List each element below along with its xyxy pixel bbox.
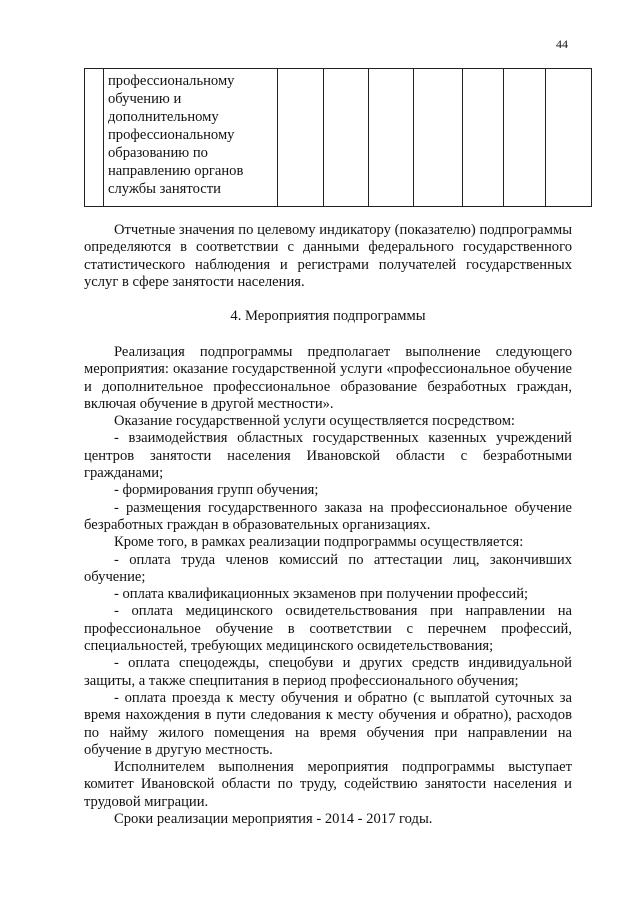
paragraph: Исполнителем выполнения мероприятия подпрограммы выступает комитет Ивановской области по труду, содействию занятости населения и трудовой миграции. (84, 759, 572, 810)
cell-line: профессиональному (108, 127, 235, 143)
table-cell (369, 69, 414, 207)
list-item: - формирования групп обучения; (114, 482, 319, 499)
continued-table (84, 68, 592, 207)
paragraph: Оказание государственной услуги осуществляется посредством: (114, 413, 515, 430)
intro-paragraph: Отчетные значения по целевому индикатору (показателю) подпрограммы определяются в соответствии с данными федерального государственного статистического наблюдения и регистрами получателей государственных услуг в сфере занятости населения. (84, 222, 572, 290)
paragraph: Сроки реализации мероприятия - 2014 - 2017 годы. (114, 811, 433, 828)
table-cell-description (104, 69, 278, 207)
table-cell (504, 69, 546, 207)
list-item: - оплата медицинского освидетельствования при направлении на профессиональное обучение в соответствии с перечнем профессий, специальностей, требующих медицинского освидетельствования; (84, 603, 572, 655)
table-cell (324, 69, 369, 207)
section-body (84, 344, 572, 828)
list-item: - взаимодействия областных государственных казенных учреждений центров занятости населения Ивановской области с безработными гражданами; (84, 430, 572, 482)
list-item: - оплата спецодежды, спецобуви и других средств индивидуальной защиты, а также спецпитания в период профессионального обучения; (84, 655, 572, 689)
cell-line: направлению органов (108, 163, 244, 179)
paragraph: Кроме того, в рамках реализации подпрограммы осуществляется: (114, 534, 524, 551)
table-cell (85, 69, 104, 207)
cell-line: дополнительному (108, 109, 219, 125)
table-cell (278, 69, 324, 207)
cell-line: профессиональному (108, 73, 235, 89)
list-item: - оплата труда членов комиссий по аттестации лиц, закончивших обучение; (84, 551, 572, 585)
paragraph: Реализация подпрограммы предполагает выполнение следующего мероприятия: оказание государственной услуги «профессиональное обучение и дополнительное профессиональное образование безработных граждан, включая обучение в другой местности». (84, 344, 572, 412)
cell-line: службы занятости (108, 181, 221, 197)
cell-line: обучению и (108, 91, 182, 107)
table-cell (546, 69, 592, 207)
list-item: - оплата квалификационных экзаменов при получении профессий; (114, 586, 529, 603)
intro-block (84, 222, 572, 291)
page-number: 44 (556, 37, 568, 51)
table-cell (414, 69, 463, 207)
list-item: - оплата проезда к месту обучения и обратно (с выплатой суточных за время нахождения в пути следования к месту обучения и обратно), расходов по найму жилого помещения на время обучения при направлении на обучение в другую местность. (84, 689, 572, 758)
table-cell (463, 69, 504, 207)
section-heading: 4. Мероприятия подпрограммы (230, 308, 426, 324)
table-row (85, 69, 592, 207)
list-item: - размещения государственного заказа на профессиональное обучение безработных граждан в образовательных организациях. (84, 499, 572, 533)
cell-line: образованию по (108, 145, 208, 161)
